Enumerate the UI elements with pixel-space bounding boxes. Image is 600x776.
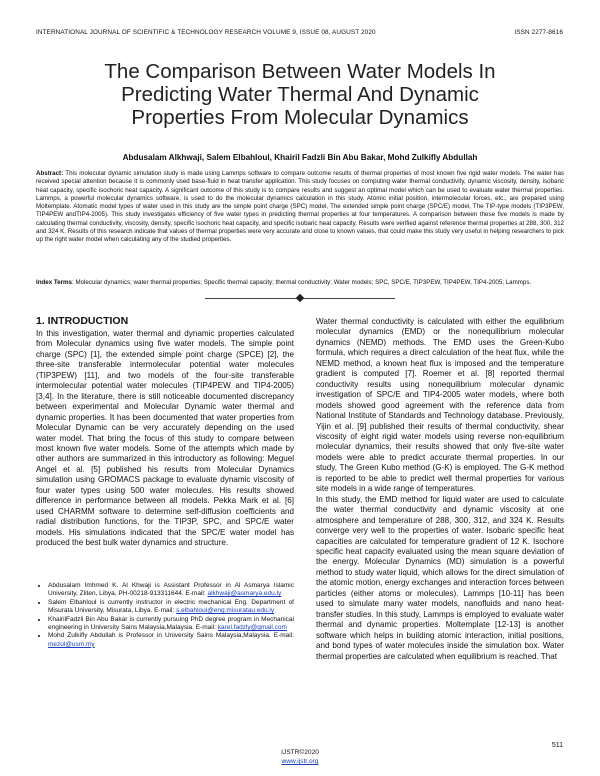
copyright-code: IJSTR©2020 xyxy=(281,749,319,756)
paper-title xyxy=(40,60,560,129)
right-column xyxy=(316,317,564,662)
footnote-text: Salem Elbahloul is currently instructor in electric mechanical Eng. Department of Misurata University, Misurata, Libya. E-mail: xyxy=(48,598,294,615)
footnote-author-1 xyxy=(48,582,294,599)
abstract-text: This molecular dynamic simulation study is made using Lammps software to compare outcome results of thermal properties of most known five rigid water models. The water has received special attention because it is commonly used base-fluid in heat transfer application. This study focuses on computing water thermal conductivity, dynamic viscosity, density, isobaric heat capacity, specific isochoric heat capacity. A significant outcome of this study is to compare results and suggest an optimal model which can be used to evaluate water thermal properties. Lammps, a powerful molecular dynamics software, is used to do the molecular dynamics calculation in this study. Atomic initial position, intermolecular forces, etc., are prepared using Moltemplate. Atomatic model types of water used in this study are the simple point charge (SPC) model, The extended simple point charge (SPC/E) model, The TIP-type models (TIP3PEW, TIP4PEW andTIP4-2005). This study investigates efficiency of five water types in predicting thermal properties at four temperatures. A comparison between these five models is made by calculating thermal conductivity, viscosity, density, specific isochoric heat capacity, and specific isobaric heat capacity. Results were verified against reference thermal properties at 288, 300, 312 and 324 K. Results of this research indicate that values of thermal properties were very accurate and close to known values, that could make this study very useful in helping researchers to pick up the right water model when calculating any of the studied properties. xyxy=(36,170,564,244)
intro-paragraph-2: Water thermal conductivity is calculated with either the equilibrium molecular dynamics (EMD) or the nonequilibrium molecular dynamics (NEMD) methods. The EMD uses the Green-Kubo formula, which requires a direct calculation of the heat flux, while the NEMD method, a known heat flux is imposed and the temperature gradient is computed [7]. Roemer et al. [8] reported thermal conductivity results using nonequilibrium molecular dynamic investigation of SPC/E and TIP4-2005 water models, where both models showed good agreement with the reference data from National Institute of Standards and Technology database. Previously, Yijin et al. [9] published their results of thermal conductivity, shear viscosity of eight rigid water models using reverse non-equilibrium molecular dynamics, their results showed that only five-site water models were able to predict accurate thermal properties. In our study, The Green Kubo method (G-K) is employed. The G-K method is reported to be able to predict well thermal properties for various site models in a wide range of temperatures. xyxy=(316,317,564,494)
footnote-author-3 xyxy=(48,616,294,633)
author-list: Abdusalam Alkhwaji, Salem Elbahloul, Khairil Fadzli Bin Abu Bakar, Mohd Zulkifly Abdullah xyxy=(122,153,478,162)
abstract xyxy=(36,170,564,245)
title-line-2: Predicting Water Thermal And Dynamic xyxy=(121,83,479,106)
journal-url-link[interactable]: www.ijstr.org xyxy=(281,758,319,765)
title-line-3: Properties From Molecular Dynamics xyxy=(131,106,469,129)
index-terms-text: : Molecular dynamics; water thermal properties; Specific thermal capacity; thermal conductivity; Water models; SPC, SPC/E, TIP3PEW, TIP4PEW, TIP4-2005; Lammps. xyxy=(72,279,532,286)
journal-header: INTERNATIONAL JOURNAL OF SCIENTIFIC & TECHNOLOGY RESEARCH VOLUME 9, ISSUE 08, AUGUST 2020 xyxy=(36,29,376,36)
footnote-text: KhairilFadzli Bin Abu Bakar is currently pursuing PhD degree program in Mechanical engineering in University Sains Malaysia,Malaysia. E-mail: xyxy=(48,615,294,632)
issn-header: ISSN 2277-8616 xyxy=(514,29,563,36)
index-terms xyxy=(36,279,564,287)
email-link[interactable]: mezul@usm.my xyxy=(48,640,95,648)
footnote-text: Abdusalam Imhmed K. Al Khwaji is Assistant Professor in Al Asmarya Islamic University, Zliten, Libya, PH-00218-913311644. E-mail: xyxy=(48,582,294,598)
index-terms-label: Index Terms xyxy=(36,279,72,286)
title-line-1: The Comparison Between Water Models In xyxy=(104,60,496,83)
email-link[interactable]: s.elbahloul@eng.misuratau.edu.ly xyxy=(176,607,275,615)
page-number: 511 xyxy=(551,742,563,749)
intro-paragraph-1: In this investigation, water thermal and dynamic properties calculated from Molecular dynamics using five water models. The simple point charge (SPC) [1], the extended simple point charge (SPCE) [2], the three-site transferable intermolecular potential water molecules (TIP3PEW) [11], and two models of the four-site transferable intermolecular potential water molecules (TIP4PEW and TIP4-2005) [3,4]. In the literature, there is still noticeable documented discrepancy between experimental and Molecular Dynamic water thermal and dynamic properties. It has been documented that water properties from Molecular Dynamic can be very accurately depending on the used water model. That bring the focus of this study to compare between most known five water models. Some of the attempts which made by other authors are summarized in this introductory as following: Meguel Angel et al. [5] published his results from Molecular Dynamics simulation using GROMACS package to evaluate dynamic viscosity of four water types using 500 water molecules. His results showed difference in performance between all models. Pekka Mark et al. [6] used CHARMM software to determine self-diffusion coefficients and radial distribution functions, for the TIP3P, SPC, and SPC/E water models. His simulations indicated that the SPC/E water model has produced the best bulk water dynamics and structure. xyxy=(36,329,294,548)
intro-paragraph-3: In this study, the EMD method for liquid water are used to calculate the water thermal conductivity and dynamic viscosity at one atmosphere and temperature of 288, 300, 312, and 324 K. Results converge very well to the properties of water. Isobaric specific heat capacities are calculated for temperature gradient of 12 K. Isochore specific heat capacity evaluated using the mean square deviation of the energy. Molecular Dynamics (MD) simulation is a powerful method to study water liquid, which allows for the direct simulation of the atomic motion, energy exchanges and interaction forces between particles (either atoms or molecules). Lammps [10-11] has been used to simulate many water models, nanofluids and nano heat-transfer studies. In this study, Lammps is employed to evaluate water thermal and dynamic properties. Moltemplate [12-13] is another software which helps in building atomic interaction, initial positions, and bond types of water molecules inside the simulation box. Water thermal properties are calculated when equilibrium is reached. That xyxy=(316,494,564,661)
footnote-author-2 xyxy=(48,599,294,616)
footnote-author-4 xyxy=(48,632,294,649)
footnote-text: Mohd Zulkifly Abdullah is Professor in University Sains Malaysia,Malaysia. E-mail: xyxy=(48,632,294,640)
divider-diamond-icon xyxy=(296,294,304,302)
introduction-heading: 1. INTRODUCTION xyxy=(36,315,129,327)
author-footnotes xyxy=(36,582,294,649)
email-link[interactable]: karel.fadzly@gmail.com xyxy=(217,624,287,632)
left-column xyxy=(36,329,294,549)
abstract-label: Abstract: xyxy=(36,170,64,177)
email-link[interactable]: alkhwaji@asmarya.edu.ly xyxy=(207,590,282,598)
